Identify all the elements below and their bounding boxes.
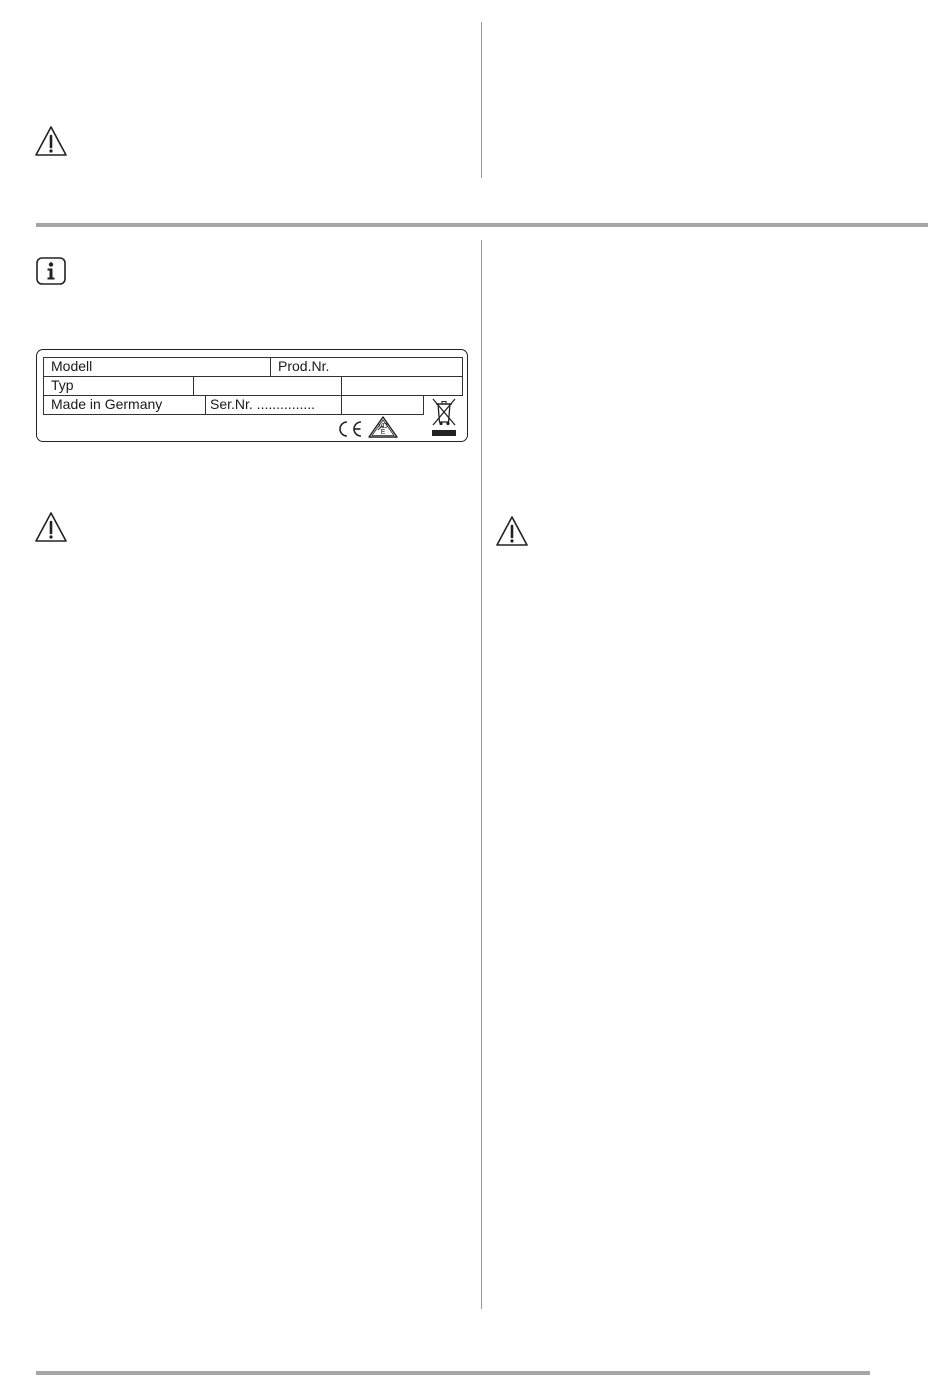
ser-nr-extra-cell bbox=[341, 395, 424, 415]
warning-triangle-icon bbox=[495, 515, 529, 547]
model-cell bbox=[43, 357, 271, 377]
warning-triangle-icon bbox=[34, 125, 68, 157]
prod-nr-cell bbox=[270, 357, 463, 377]
prod-nr-label: Prod.Nr. bbox=[278, 358, 330, 374]
column-divider-top bbox=[481, 22, 482, 178]
vde-mark-icon bbox=[367, 415, 399, 440]
ser-nr-cell bbox=[205, 395, 342, 415]
ce-mark-icon bbox=[335, 419, 365, 439]
type-extra-cell bbox=[341, 376, 463, 396]
footer-rule bbox=[36, 1371, 870, 1375]
type-value-cell bbox=[193, 376, 342, 396]
type-label: Typ bbox=[51, 377, 74, 393]
type-cell bbox=[43, 376, 194, 396]
ser-nr-label: Ser.Nr. ............... bbox=[210, 396, 316, 412]
warning-triangle-icon bbox=[34, 511, 68, 543]
column-divider-bottom bbox=[481, 240, 482, 1309]
section-separator bbox=[36, 223, 928, 227]
model-label: Modell bbox=[51, 358, 93, 374]
made-in-label: Made in Germany bbox=[51, 396, 163, 412]
crossed-out-bin-icon bbox=[429, 396, 459, 438]
vde-text: VDE bbox=[378, 423, 388, 436]
made-in-cell bbox=[43, 395, 206, 415]
rating-plate bbox=[36, 349, 468, 442]
info-icon bbox=[36, 257, 66, 285]
